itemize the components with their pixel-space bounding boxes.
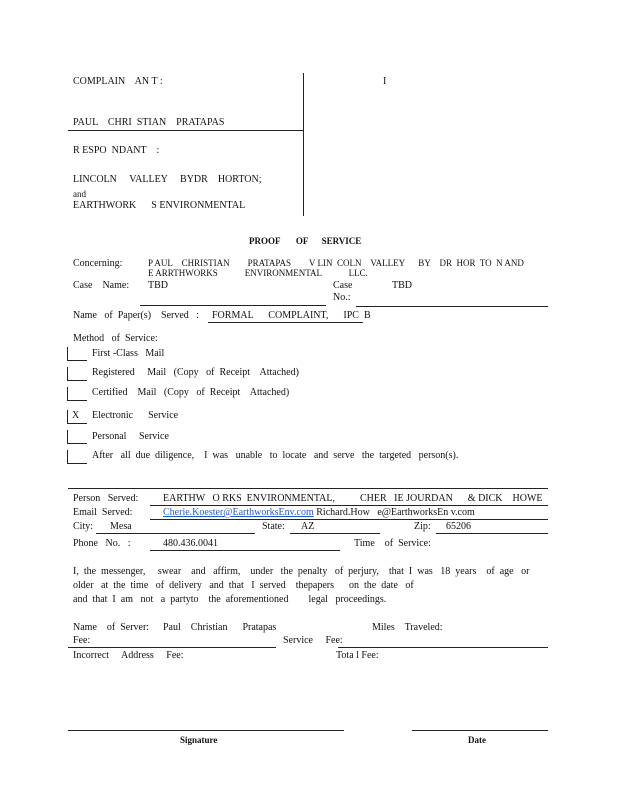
person-served-rule xyxy=(150,505,548,506)
person-served-value: EARTHW O RKS ENVIRONMENTAL, CHER IE JOURDAN & DICK HOWE xyxy=(163,493,543,504)
email-rule xyxy=(150,519,548,520)
page-title: PROOF OF SERVICE xyxy=(249,236,362,246)
incorrect-address-fee-label: Incorrect Address Fee: xyxy=(73,650,184,661)
option-personal-service: Personal Service xyxy=(92,431,169,442)
papers-value: FORMAL COMPLAINT, IPC B xyxy=(212,310,371,321)
state-rule xyxy=(290,533,380,534)
case-no-label2: No.: xyxy=(333,292,351,303)
papers-rule xyxy=(208,322,363,323)
time-of-service-label: Time of Service: xyxy=(354,538,431,549)
affirmation-line1: I, the messenger, swear and affirm, under the penalty of perjury, that I was 18 years of age or xyxy=(73,566,530,577)
method-label: Method of Service: xyxy=(73,333,158,344)
checkbox-personal-service[interactable] xyxy=(67,430,87,444)
case-name-rule xyxy=(140,305,326,306)
respondant-line2: EARTHWORK S ENVIRONMENTAL xyxy=(73,200,246,211)
served-section-rule xyxy=(68,488,548,489)
zip-value: 65206 xyxy=(446,521,471,532)
email-served-label: Email Served: xyxy=(73,507,133,518)
concerning-line2: E ARRTHWORKS ENVIRONMENTAL LLC. xyxy=(148,268,368,278)
case-no-rule xyxy=(356,306,548,307)
case-mark: I xyxy=(383,76,387,87)
complainant-name: PAUL CHRI STIAN PRATAPAS xyxy=(73,117,225,128)
checkbox-first-class-mail[interactable] xyxy=(67,347,87,361)
affirmation-line2: older at the time of delivery and that I served thepapers on the date of xyxy=(73,580,414,591)
option-electronic-service: Electronic Service xyxy=(92,410,179,421)
fee-label: Fee: xyxy=(73,635,91,646)
respondant-label: R ESPO NDANT : xyxy=(73,145,160,156)
email-served-value xyxy=(163,507,475,519)
signature-line[interactable] xyxy=(68,730,344,731)
email-link[interactable]: Cherie.Koester@EarthworksEnv.com xyxy=(163,507,314,518)
miles-traveled-label: Miles Traveled: xyxy=(372,622,443,633)
zip-rule xyxy=(436,533,548,534)
service-fee-rule xyxy=(338,647,548,648)
zip-label: Zip: xyxy=(414,521,431,532)
checkbox-registered-mail[interactable] xyxy=(67,367,87,381)
papers-label: Name of Paper(s) Served : xyxy=(73,310,200,321)
caption-rule xyxy=(68,130,304,131)
service-fee-label: Service Fee: xyxy=(283,635,343,646)
phone-label: Phone No. : xyxy=(73,538,131,549)
city-rule xyxy=(96,533,255,534)
server-name-value: Paul Christian Pratapas xyxy=(163,622,277,633)
complainant-label: COMPLAIN AN T : xyxy=(73,76,163,87)
option-first-class-mail: First -Class Mail xyxy=(92,348,165,359)
respondant-line1: LINCOLN VALLEY BYDR HORTON; xyxy=(73,174,262,185)
concerning-label: Concerning: xyxy=(73,258,123,269)
email-rest: Richard.How e@EarthworksEn v.com xyxy=(313,507,475,518)
state-label: State: xyxy=(262,521,285,532)
case-no-value: TBD xyxy=(392,280,412,291)
fee-rule xyxy=(68,647,276,648)
total-fee-label: Tota l Fee: xyxy=(336,650,379,661)
respondant-and: and xyxy=(73,189,86,199)
checkbox-electronic-service[interactable]: X xyxy=(67,410,87,424)
option-certified-mail: Certified Mail (Copy of Receipt Attached) xyxy=(92,387,290,398)
checkbox-due-diligence[interactable] xyxy=(67,450,87,464)
case-name-label: Case Name: xyxy=(73,280,130,291)
option-due-diligence: After all due diligence, I was unable to locate and serve the targeted person(s). xyxy=(92,450,459,461)
checkbox-certified-mail[interactable] xyxy=(67,387,87,401)
server-name-label: Name of Server: xyxy=(73,622,150,633)
signature-label: Signature xyxy=(180,735,218,745)
case-name-value: TBD xyxy=(148,280,168,291)
phone-value: 480.436.0041 xyxy=(163,538,218,549)
affirmation-line3: and that I am not a partyto the aforementioned legal proceedings. xyxy=(73,594,387,605)
option-registered-mail: Registered Mail (Copy of Receipt Attached) xyxy=(92,367,299,378)
case-no-label: Case xyxy=(333,280,353,291)
date-label: Date xyxy=(468,735,486,745)
city-label: City: xyxy=(73,521,94,532)
date-line[interactable] xyxy=(412,730,548,731)
concerning-line1: P AUL CHRISTIAN PRATAPAS V LIN COLN VALLEY BY DR HOR TO N AND xyxy=(148,258,524,268)
state-value: AZ xyxy=(301,521,315,532)
person-served-label: Person Served: xyxy=(73,493,139,504)
city-value: Mesa xyxy=(110,521,132,532)
caption-divider xyxy=(303,73,304,216)
phone-rule xyxy=(150,550,340,551)
